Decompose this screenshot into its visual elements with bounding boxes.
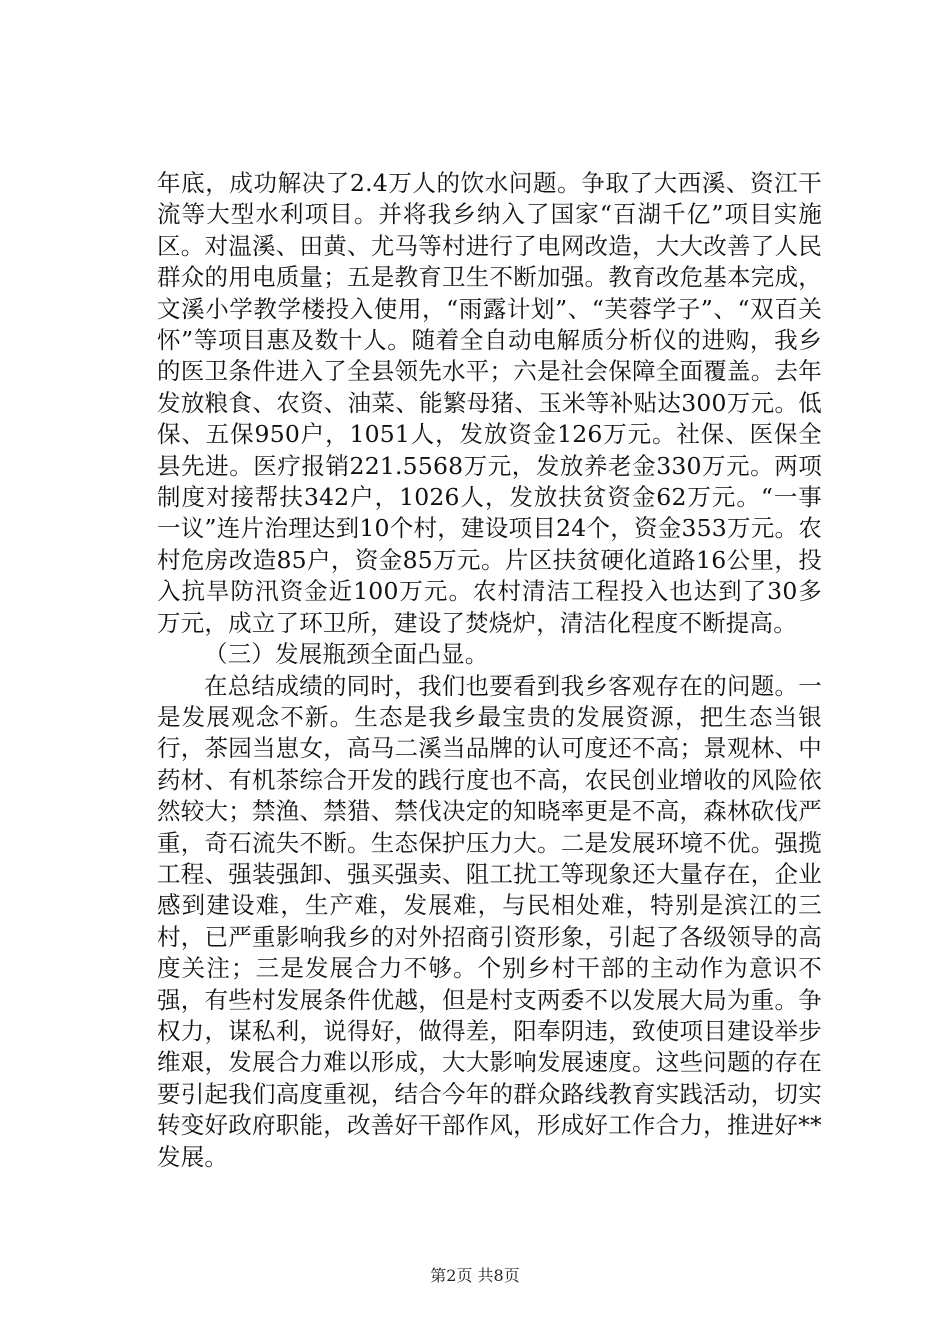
section-heading: （三）发展瓶颈全面凸显。	[204, 640, 489, 669]
paragraph-continued: 年底，成功解决了2.4万人的饮水问题。争取了大西溪、资江干流等大型水利项目。并将我乡纳入了国家“百湖千亿”项目实施区。对温溪、田黄、尤马等村进行了电网改造，大大改善了人民群众的用电质量；五是教育卫生不断加强。教育改危基本完成，文溪小学教学楼投入使用，“雨露计划”、“芙蓉学子”、“双百关怀”等项目惠及数十人。随着全自动电解质分析仪的进购，我乡的医卫条件进入了全县领先水平；六是社会保障全面覆盖。去年发放粮食、农资、油菜、能繁母猪、玉米等补贴达300万元。低保、五保950户，1051人，发放资金126万元。社保、医保全县先进。医疗报销221.5568万元，发放养老金330万元。两项制度对接帮扶342户，1026人，发放扶贫资金62万元。“一事一议”连片治理达到10个村，建设项目24个，资金353万元。农村危房改造85户，资金85万元。片区扶贫硬化道路16公里，投入抗旱防汛资金近100万元。农村清洁工程投入也达到了30多万元，成立了环卫所，建设了焚烧炉，清洁化程度不断提高。	[157, 169, 822, 637]
body-text	[157, 168, 822, 1173]
paragraph-problems: 在总结成绩的同时，我们也要看到我乡客观存在的问题。一是发展观念不新。生态是我乡最宝贵的发展资源，把生态当银行，茶园当崽女，高马二溪当品牌的认可度还不高；景观林、中药材、有机茶综合开发的践行度也不高，农民创业增收的风险依然较大；禁渔、禁猎、禁伐决定的知晓率更是不高，森林砍伐严重，奇石流失不断。生态保护压力大。二是发展环境不优。强揽工程、强装强卸、强买强卖、阻工扰工等现象还大量存在，企业感到建设难，生产难，发展难，与民相处难，特别是滨江的三村，已严重影响我乡的对外招商引资形象，引起了各级领导的高度关注；三是发展合力不够。个别乡村干部的主动作为意识不强，有些村发展条件优越，但是村支两委不以发展大局为重。争权力，谋私利，说得好，做得差，阳奉阴违，致使项目建设举步维艰，发展合力难以形成，大大影响发展速度。这些问题的存在要引起我们高度重视，结合今年的群众路线教育实践活动，切实转变好政府职能，改善好干部作风，形成好工作合力，推进好**发展。	[157, 671, 822, 1171]
page-footer: 第2页 共8页	[430, 1266, 520, 1285]
